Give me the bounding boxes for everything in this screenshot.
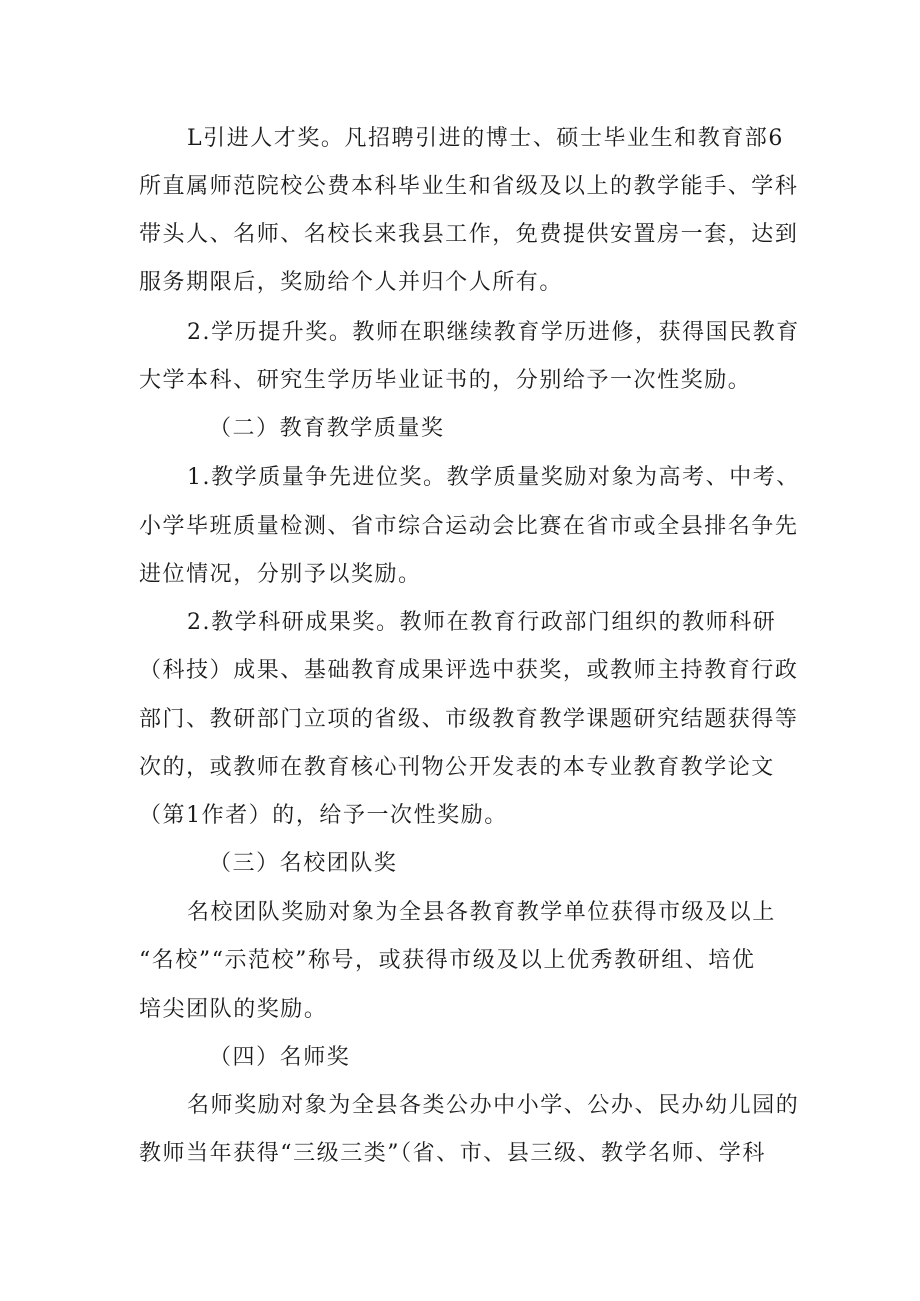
paragraph-quality-award-line-2: 小学毕班质量检测、省市综合运动会比赛在省市或全县排名争先 — [139, 514, 799, 539]
paragraph-school-team-award-line-3: 培尖团队的奖励。 — [139, 997, 328, 1022]
paragraph-research-award-line-3: 部门、教研部门立项的省级、市级教育教学课题研究结题获得等 — [139, 707, 799, 732]
paragraph-teacher-award-line-2: 教师当年获得“三级三类”（省、市、县三级、教学名师、学科 — [139, 1141, 766, 1166]
paragraph-research-award-line-1: 2.教学科研成果奖。教师在教育行政部门组织的教师科研 — [187, 610, 777, 635]
paragraph-talent-award-line-2: 所直属师范院校公费本科毕业生和省级及以上的教学能手、学科 — [139, 174, 799, 199]
paragraph-school-team-award-line-1: 名校团队奖励对象为全县各教育教学单位获得市级及以上 — [187, 900, 776, 925]
section-heading-school-team-award: （三）名校团队奖 — [209, 851, 398, 876]
paragraph-research-award-line-5: （第1作者）的，给予一次性奖励。 — [139, 803, 508, 828]
paragraph-degree-award-line-1: 2.学历提升奖。教师在职继续教育学历进修，获得国民教育 — [187, 320, 800, 345]
paragraph-talent-award-line-3: 带头人、名师、名校长来我县工作，免费提供安置房一套，达到 — [139, 222, 799, 247]
paragraph-quality-award-line-1: 1.教学质量争先进位奖。教学质量奖励对象为高考、中考、 — [187, 465, 800, 490]
paragraph-school-team-award-line-2: “名校”“示范校”称号，或获得市级及以上优秀教研组、培优 — [139, 948, 756, 973]
paragraph-research-award-line-4: 次的，或教师在教育核心刊物公开发表的本专业教育教学论文 — [139, 755, 775, 780]
paragraph-quality-award-line-3: 进位情况，分别予以奖励。 — [139, 562, 422, 587]
paragraph-talent-award-line-4: 服务期限后，奖励给个人并归个人所有。 — [139, 270, 563, 295]
paragraph-teacher-award-line-1: 名师奖励对象为全县各类公办中小学、公办、民办幼儿园的 — [187, 1093, 800, 1118]
paragraph-degree-award-line-2: 大学本科、研究生学历毕业证书的，分别给予一次性奖励。 — [139, 368, 752, 393]
section-heading-quality-award: （二）教育教学质量奖 — [209, 416, 445, 441]
paragraph-research-award-line-2: （科技）成果、基础教育成果评选中获奖，或教师主持教育行政 — [139, 658, 799, 683]
paragraph-talent-award-line-1: L引进人才奖。凡招聘引进的博士、硕士毕业生和教育部6 — [187, 126, 784, 151]
section-heading-teacher-award: （四）名师奖 — [209, 1045, 351, 1070]
